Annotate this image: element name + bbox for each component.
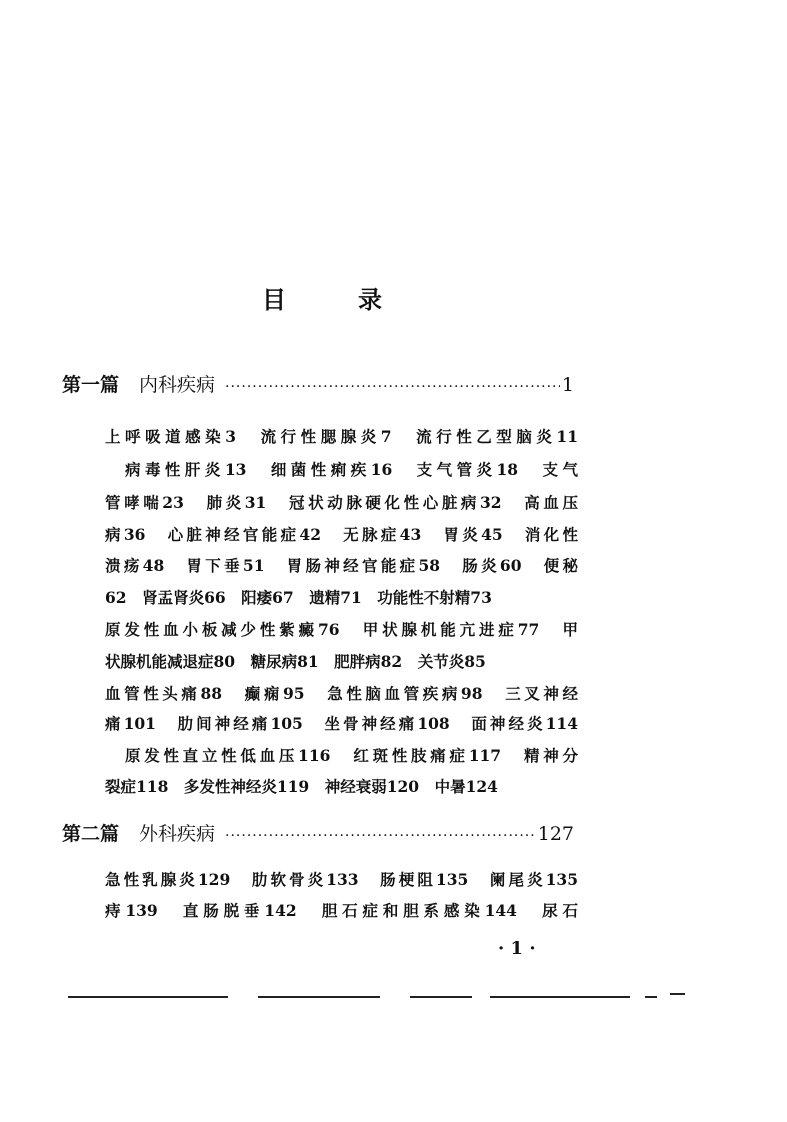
divider [645, 996, 657, 998]
section-page: 1 [561, 374, 574, 396]
toc-line: 急性乳腺炎129 肋软骨炎133 肠梗阻135 阑尾炎135 [105, 870, 578, 889]
toc-line: 痔139 直肠脱垂142 胆石症和胆系感染144 尿石 [105, 901, 578, 920]
section-page: 127 [537, 823, 574, 845]
toc-line: 状腺机能减退症80 糖尿病81 肥胖病82 关节炎85 [105, 652, 486, 671]
toc-line: 原发性直立性低血压116 红斑性肢痛症117 精神分 [125, 746, 578, 765]
section-name: 内科疾病 [139, 374, 216, 396]
toc-line: 病36 心脏神经官能症42 无脉症43 胃炎45 消化性 [105, 525, 578, 544]
section-heading-1 [62, 370, 574, 398]
toc-line: 血管性头痛88 癫痫95 急性脑血管疾病98 三叉神经 [105, 684, 578, 703]
section-name: 外科疾病 [139, 823, 216, 845]
divider [68, 996, 228, 998]
page-number: · 1 · [498, 938, 536, 959]
divider [490, 996, 630, 998]
toc-line: 上呼吸道感染3 流行性腮腺炎7 流行性乙型脑炎11 [105, 427, 578, 446]
leader-dots [225, 379, 560, 395]
toc-line: 溃疡48 胃下垂51 胃肠神经官能症58 肠炎60 便秘 [105, 556, 578, 575]
section-heading-2 [62, 819, 574, 847]
leader-dots [225, 828, 536, 844]
section-label: 第二篇 [62, 823, 120, 845]
toc-line: 裂症118 多发性神经炎119 神经衰弱120 中暑124 [105, 777, 498, 796]
divider [670, 993, 685, 995]
toc-line: 痛101 肋间神经痛105 坐骨神经痛108 面神经炎114 [105, 714, 578, 733]
toc-line: 62 肾盂肾炎66 阳痿67 遗精71 功能性不射精73 [105, 588, 492, 607]
divider [410, 996, 472, 998]
toc-line: 管哮喘23 肺炎31 冠状动脉硬化性心脏病32 高血压 [105, 493, 578, 512]
divider [258, 996, 380, 998]
toc-line: 病毒性肝炎13 细菌性痢疾16 支气管炎18 支气 [125, 460, 578, 479]
page-title: 目 录 [262, 286, 382, 314]
section-label: 第一篇 [62, 374, 120, 396]
toc-line: 原发性血小板减少性紫癜76 甲状腺机能亢进症77 甲 [105, 620, 578, 639]
